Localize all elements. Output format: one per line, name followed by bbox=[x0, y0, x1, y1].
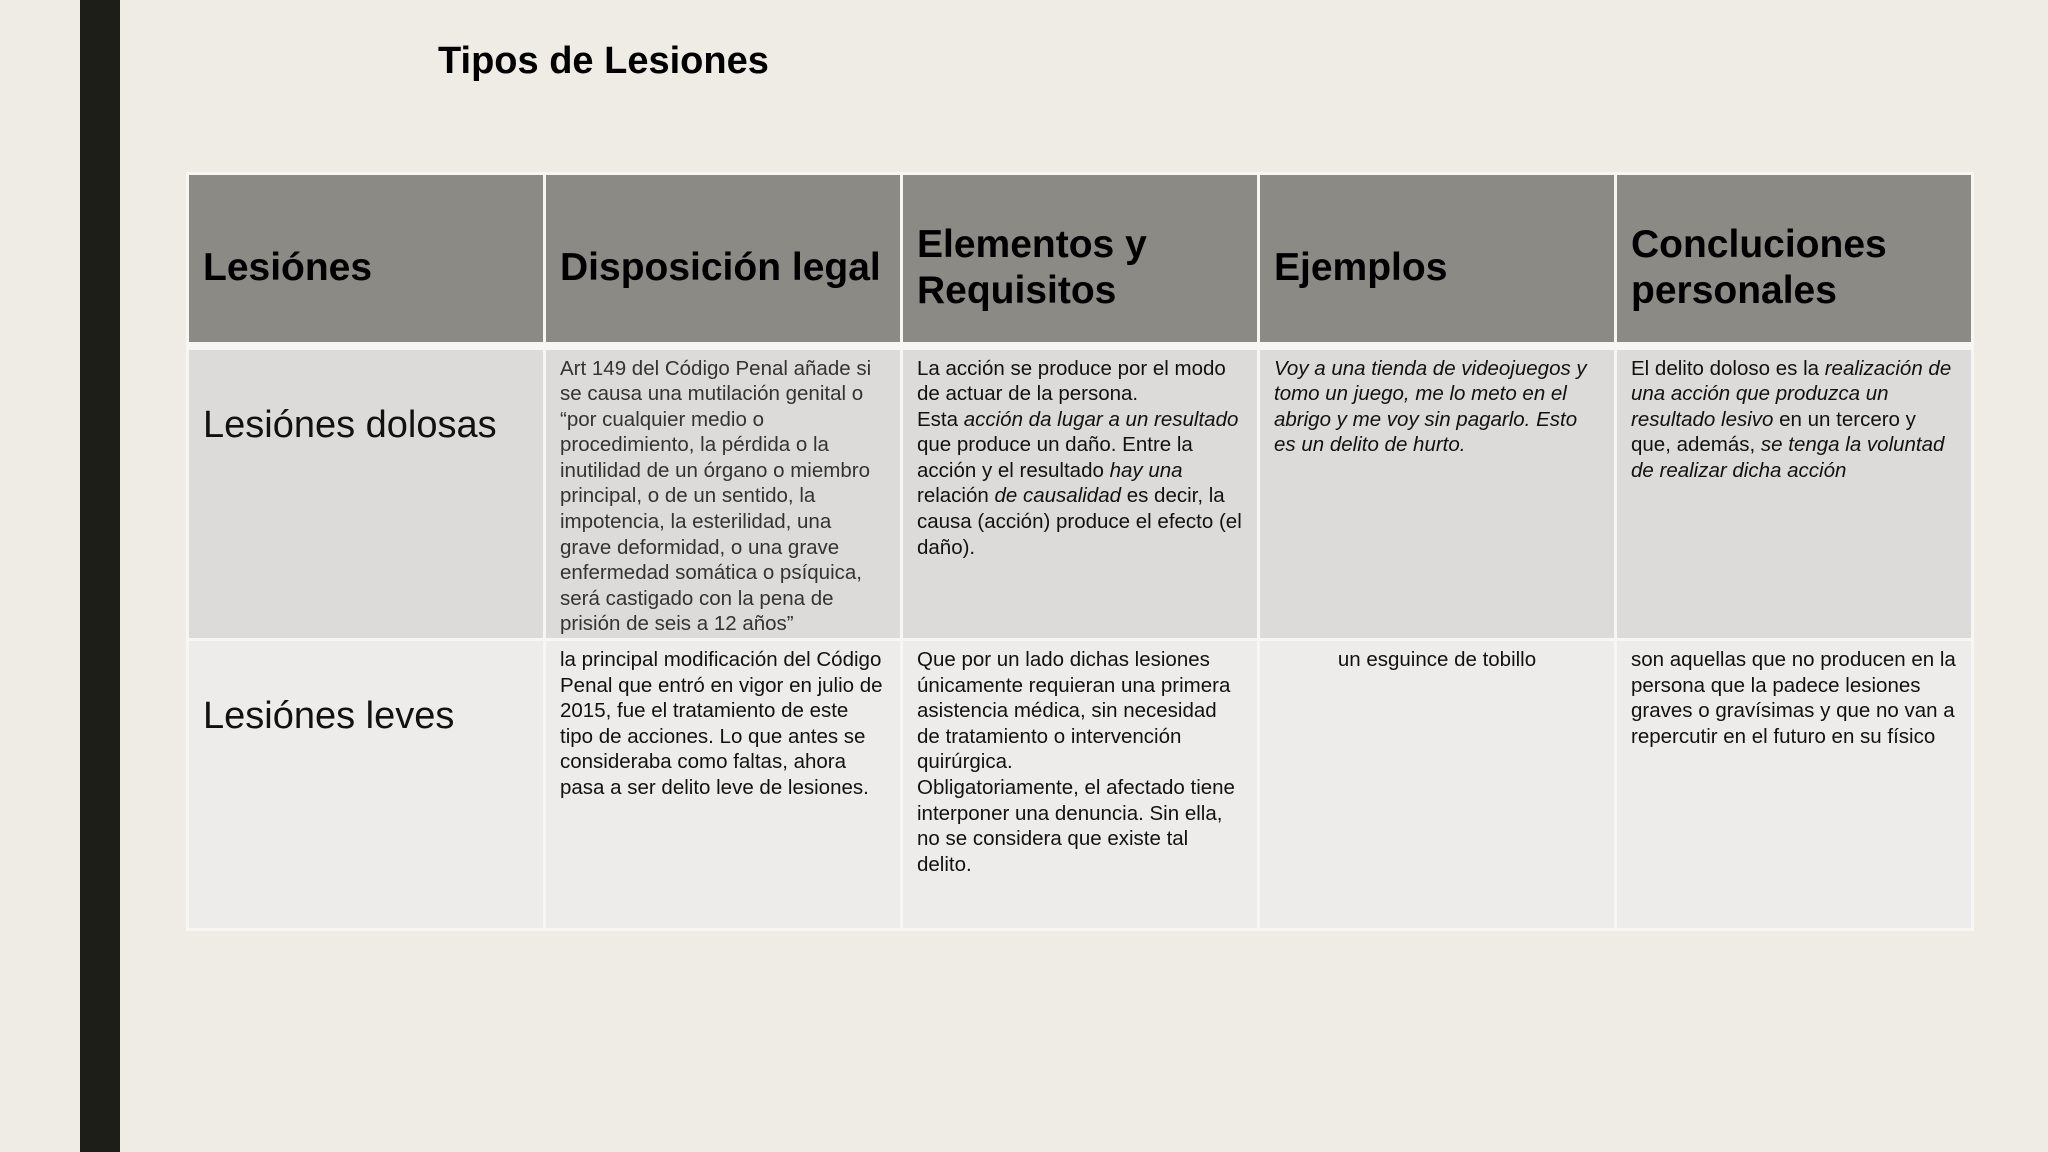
text-run-italic: de causalidad bbox=[994, 484, 1122, 508]
header-elementos-requisitos: Elementos y Requisitos bbox=[902, 174, 1259, 346]
header-disposicion-legal: Disposición legal bbox=[545, 174, 902, 346]
row-label-text: Lesiónes leves bbox=[203, 695, 455, 737]
table-row bbox=[188, 346, 1973, 640]
text-run: relación bbox=[917, 484, 995, 508]
row-label-text: Lesiónes dolosas bbox=[203, 403, 497, 446]
elementos-paragraph: La acción se produce por el modo de actuar de la persona. bbox=[917, 356, 1226, 406]
elementos-paragraph bbox=[917, 407, 1243, 561]
elementos-paragraph: Obligatoriamente, el afectado tiene interponer una denuncia. Sin ella, no se considera que existe tal delito. bbox=[917, 775, 1235, 876]
header-concluciones: Concluciones personales bbox=[1616, 174, 1973, 346]
text-run-italic: realización de una acción que produzca un resultado lesivo bbox=[1631, 356, 1952, 431]
row-label bbox=[188, 346, 545, 640]
text-run-italic: se tenga la voluntad de realizar dicha acción bbox=[1631, 433, 1945, 482]
elementos-paragraph: Que por un lado dichas lesiones únicamente requieran una primera asistencia médica, sin necesidad de tratamiento o intervención quirúrgica. bbox=[917, 648, 1231, 774]
disposicion-cell: la principal modificación del Código Penal que entró en vigor en julio de 2015, fue el tratamiento de este tipo de acciones. Lo que antes se consideraba como faltas, ahora pasa a ser delito leve de lesiones. bbox=[545, 640, 902, 930]
text-run-italic: acción da lugar a un resultado bbox=[963, 407, 1239, 431]
text-run: Esta bbox=[917, 407, 964, 431]
lesiones-table bbox=[186, 172, 1974, 931]
conclusion-cell: son aquellas que no producen en la persona que la padece lesiones graves o gravísimas y que no van a repercutir en el futuro en su físico bbox=[1616, 640, 1973, 930]
header-lesiones: Lesiónes bbox=[188, 174, 545, 346]
slide-title: Tipos de Lesiones bbox=[438, 40, 769, 82]
header-ejemplos: Ejemplos bbox=[1259, 174, 1616, 346]
left-accent-bar bbox=[80, 0, 120, 1152]
row-label bbox=[188, 640, 545, 930]
ejemplo-cell: un esguince de tobillo bbox=[1259, 640, 1616, 930]
table-row bbox=[188, 640, 1973, 930]
text-run: que produce un daño. Entre la acción y el resultado bbox=[917, 433, 1193, 482]
text-run: El delito doloso es la bbox=[1631, 356, 1825, 380]
text-run-italic: hay una bbox=[1109, 458, 1183, 482]
text-run: es decir, la causa (acción) produce el efecto (el daño). bbox=[917, 484, 1242, 559]
text-run: en un tercero y que, además, bbox=[1631, 407, 1916, 457]
disposicion-cell: Art 149 del Código Penal añade si se causa una mutilación genital o “por cualquier medio o procedimiento, la pérdida o la inutilidad de un órgano o miembro principal, o de un sentido, la impotencia, la esterilidad, una grave deformidad, o una grave enfermedad somática o psíquica, será castigado con la pena de prisión de seis a 12 años” bbox=[545, 346, 902, 640]
elementos-cell bbox=[902, 640, 1259, 930]
conclusion-cell bbox=[1616, 346, 1973, 640]
table-header-row bbox=[188, 174, 1973, 346]
ejemplo-cell: Voy a una tienda de videojuegos y tomo un juego, me lo meto en el abrigo y me voy sin pagarlo. Esto es un delito de hurto. bbox=[1259, 346, 1616, 640]
elementos-cell bbox=[902, 346, 1259, 640]
